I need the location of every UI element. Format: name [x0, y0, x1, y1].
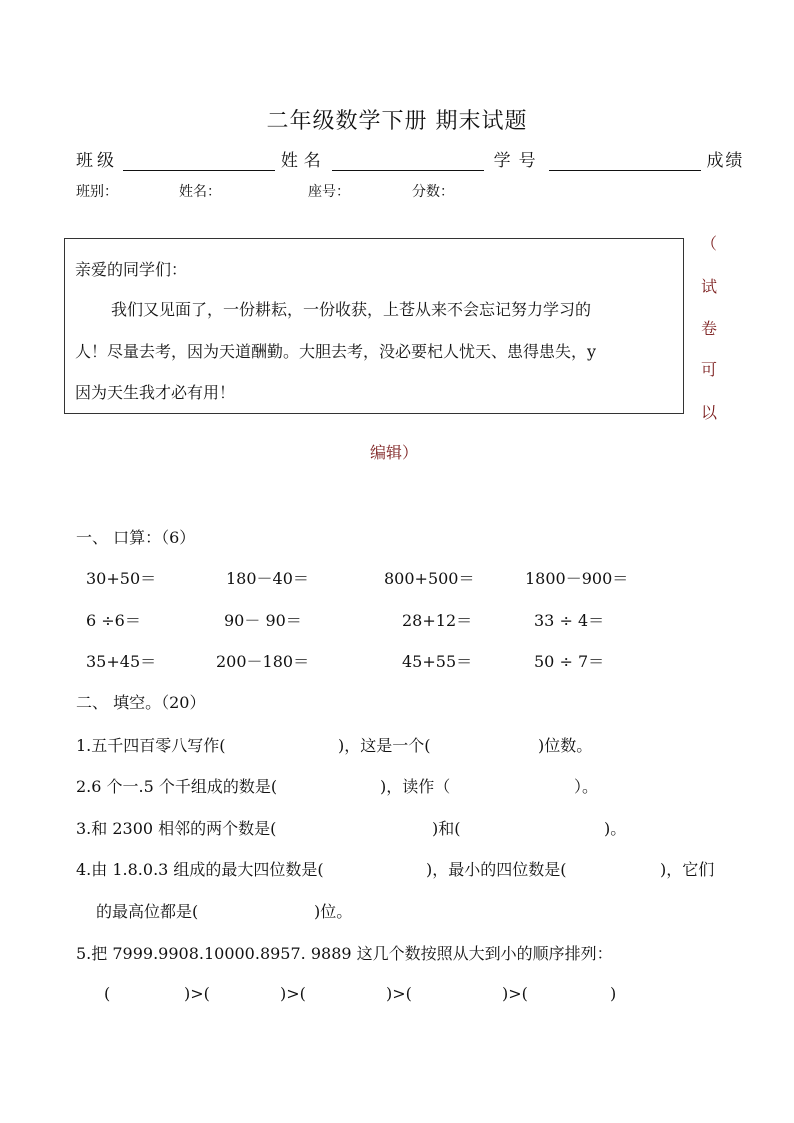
- name-field[interactable]: [332, 152, 484, 171]
- question-3-part-c: )。: [604, 819, 627, 838]
- question-1-part-c: )位数。: [538, 736, 593, 755]
- sub-seat: 座号：: [308, 184, 350, 200]
- order-blank: )>(: [386, 984, 412, 1003]
- math-item: 90－ 90＝: [224, 611, 302, 630]
- question-1-part-a: 1.五千四百零八写作(: [76, 736, 226, 755]
- notice-line-2: 人！尽量去考，因为天道酬勤。大胆去考，没必要杞人忧天、患得患失，y: [75, 342, 597, 361]
- order-blank: )>(: [184, 984, 210, 1003]
- score-label: 成绩: [706, 151, 745, 171]
- editable-note-char: 试: [700, 277, 717, 296]
- math-item: 50 ÷ 7＝: [534, 652, 605, 671]
- info-row: [76, 146, 744, 171]
- editable-note-tail: 编辑）: [370, 443, 419, 462]
- sub-name: 姓名：: [179, 184, 221, 200]
- number-label: 学号: [493, 151, 544, 171]
- math-item: 200－180＝: [216, 652, 310, 671]
- question-2-part-a: 2.6 个一.5 个千组成的数是(: [76, 777, 278, 796]
- question-3-part-b: )和(: [432, 819, 461, 838]
- notice-box: [64, 238, 684, 414]
- editable-note-char: 可: [700, 360, 717, 379]
- notice-line-3: 因为天生我才必有用！: [75, 383, 236, 402]
- math-item: 180－40＝: [226, 569, 309, 588]
- class-label: 班级: [76, 151, 118, 171]
- sub-class: 班别：: [76, 184, 118, 200]
- order-blank: )>(: [502, 984, 528, 1003]
- section-2-heading: 二、 填空。（20）: [76, 693, 206, 712]
- number-field[interactable]: [549, 152, 701, 171]
- order-blank: )>(: [280, 984, 306, 1003]
- editable-note-char: 卷: [700, 319, 717, 338]
- sub-score: 分数：: [412, 184, 454, 200]
- notice-line-1: 我们又见面了，一份耕耘，一份收获，上苍从来不会忘记努力学习的: [111, 300, 592, 319]
- question-2-part-c: ）。: [574, 777, 599, 796]
- question-4-part-d: 的最高位都是(: [96, 902, 199, 921]
- page-title: 二年级数学下册 期末试题: [266, 109, 528, 134]
- question-5-text: 5.把 7999.9908.10000.8957. 9889 这几个数按照从大到小的顺序排列：: [76, 944, 613, 963]
- question-1-part-b: )，这是一个(: [338, 736, 431, 755]
- question-4-part-c: )，它们: [660, 860, 715, 879]
- editable-note-char: 以: [700, 403, 717, 422]
- math-item: 33 ÷ 4＝: [534, 611, 605, 630]
- question-4-part-a: 4.由 1.8.0.3 组成的最大四位数是(: [76, 860, 324, 879]
- order-blank: ): [610, 984, 617, 1003]
- math-item: 1800－900＝: [525, 569, 629, 588]
- name-label: 姓名: [280, 151, 327, 171]
- class-field[interactable]: [123, 152, 275, 171]
- math-item: 28+12＝: [402, 611, 473, 630]
- math-item: 800+500＝: [384, 569, 475, 588]
- math-item: 30+50＝: [86, 569, 157, 588]
- editable-note-char: （: [700, 234, 717, 253]
- question-4-part-e: )位。: [314, 902, 353, 921]
- math-item: 6 ÷6＝: [86, 611, 141, 630]
- question-2-part-b: )，读作（: [380, 777, 451, 796]
- order-blank: (: [104, 984, 111, 1003]
- math-item: 45+55＝: [402, 652, 473, 671]
- section-1-heading: 一、 口算：（6）: [76, 528, 196, 547]
- question-3-part-a: 3.和 2300 相邻的两个数是(: [76, 819, 277, 838]
- notice-greeting: 亲爱的同学们：: [75, 260, 188, 279]
- question-4-part-b: )，最小的四位数是(: [426, 860, 567, 879]
- math-item: 35+45＝: [86, 652, 157, 671]
